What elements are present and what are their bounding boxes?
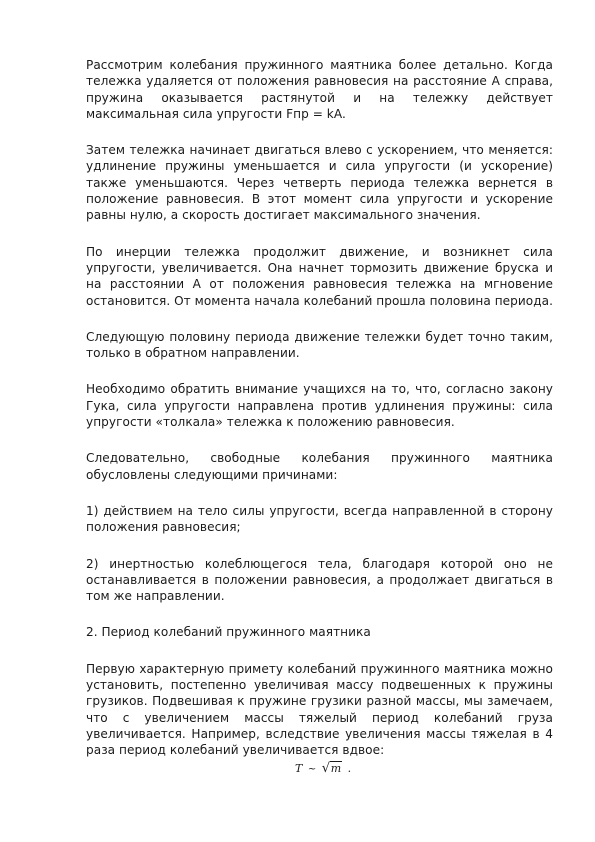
paragraph-2: Затем тележка начинает двигаться влево с ускорением, что меняется: удлинение пружины уменьшается и сила упругости (и ускорение) также уменьшаются. Через четверть периода тележка вернется в положение равновесия. В этот момент сила упругости и ускорение равны нулю, а скорость достигает максимального значения. (86, 143, 553, 223)
paragraph-5: Необходимо обратить внимание учащихся на то, что, согласно закону Гука, сила упругости направлена против удлинения пружины: сила упругости «толкала» тележка к положению равновесия. (86, 382, 553, 430)
paragraph-1: Рассмотрим колебания пружинного маятника более детально. Когда тележка удаляется от положения равновесия на расстояние А справа, пружина оказывается растянутой и на тележку действует максимальная сила упругости Fпр = kA. (86, 58, 553, 121)
paragraph-6: Следовательно, свободные колебания пружинного маятника обусловлены следующими причинами: (86, 451, 553, 482)
formula-radicand: m (330, 762, 342, 775)
list-item-2: 2) инертностью колеблющегося тела, благодаря которой оно не останавливается в положении равновесия, а продолжает двигаться в том же направлении. (86, 556, 553, 604)
period-formula (295, 762, 351, 775)
list-item-1: 1) действием на тело силы упругости, всегда направленной в сторону положения равновесия; (86, 503, 553, 535)
formula-end: . (347, 762, 352, 775)
document-body (86, 57, 553, 779)
paragraph-4: Следующую половину периода движение тележки будет точно таким, только в обратном направлении. (86, 329, 553, 361)
radical-sign-icon: √ (321, 761, 331, 776)
paragraph-7: Первую характерную примету колебаний пружинного маятника можно установить, постепенно увеличивая массу подвешенных к пружины грузиков. Подвешивая к пружине грузики разной массы, мы замечаем, что с увеличением массы тяжелый период колебаний груза увеличивается. Например, вследствие увеличения массы тяжелая в 4 раза период колебаний увеличивается вдвое: (86, 661, 553, 758)
formula-lhs: T (295, 762, 303, 775)
paragraph-3: По инерции тележка продолжит движение, и возникнет сила упругости, увеличивается. Она начнет тормозить движение бруска и на расстоянии А от положения равновесия тележка на мгновение остановится. От момента начала колебаний прошла половина периода. (86, 244, 553, 308)
square-root (322, 762, 342, 775)
formula-relation: ~ (307, 764, 317, 775)
section-heading: 2. Период колебаний пружинного маятника (86, 625, 371, 640)
